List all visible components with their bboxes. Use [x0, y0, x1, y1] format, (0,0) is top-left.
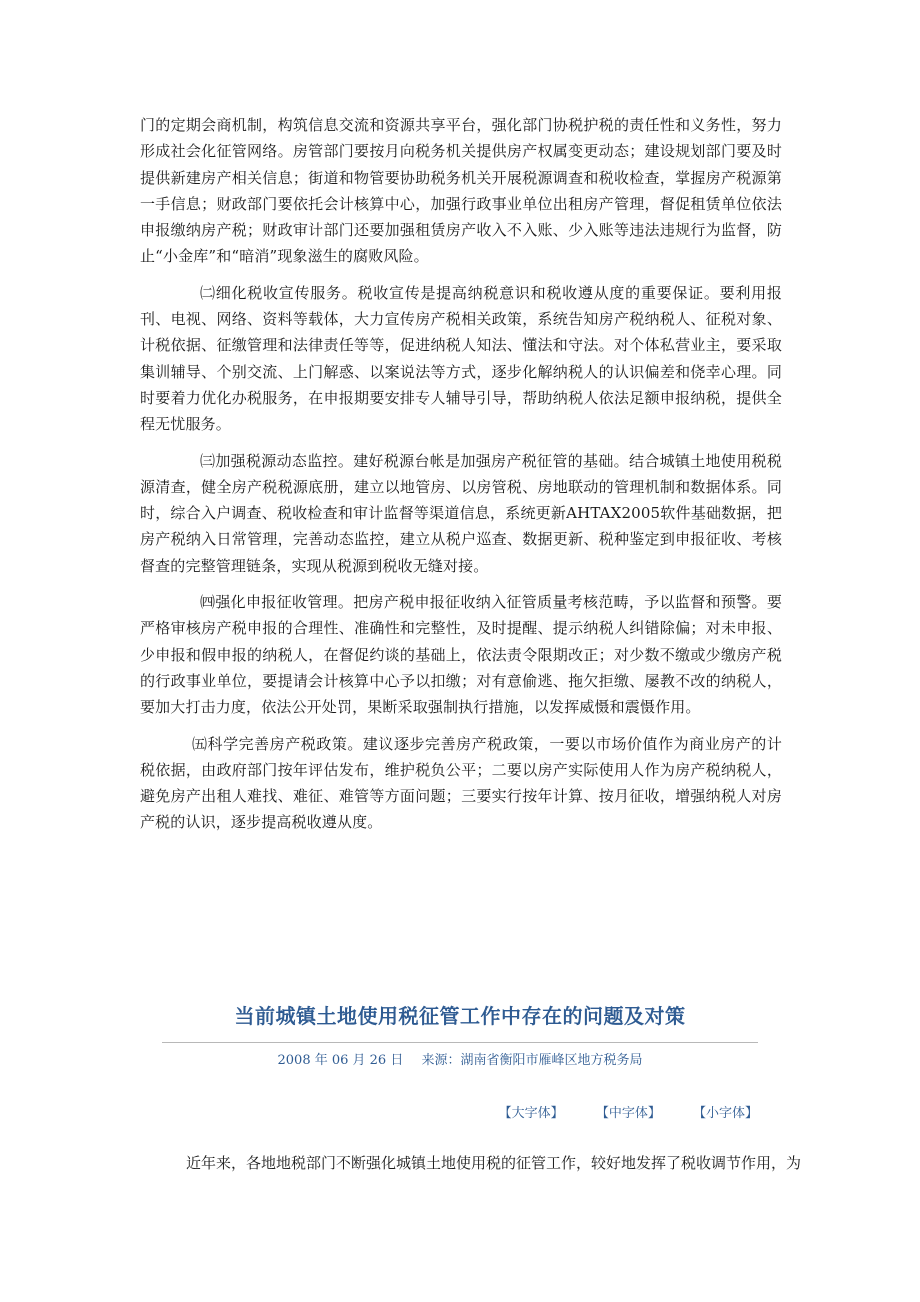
paragraph-continuation: 门的定期会商机制，构筑信息交流和资源共享平台，强化部门协税护税的责任性和义务性，努力形成社会化征管网络。房管部门要按月向税务机关提供房产权属变更动态；建设规划部门要及时提供新建房产相关信息；街道和物管要协助税务机关开展税源调查和税收检查，掌握房产税源第一手信息；财政部门要依托会计核算中心，加强行政事业单位出租房产管理，督促租赁单位依法申报缴纳房产税；财政审计部门还要加强租赁房产收入不入账、少入账等违法违规行为监督，防止“小金库”和“暗消”现象滋生的腐败风险。: [140, 116, 782, 266]
article-meta: [162, 1051, 758, 1071]
large-font-link[interactable]: 【大字体】: [498, 1106, 564, 1121]
article-source: 来源：湖南省衡阳市雁峰区地方税务局: [421, 1053, 643, 1068]
paragraph-tax-source-monitoring: ㈢加强税源动态监控。建好税源台帐是加强房产税征管的基础。结合城镇土地使用税税源清查，健全房产税税源底册，建立以地管房、以房管税、房地联动的管理机制和数据体系。同时，综合入户调查、税收检查和审计监督等渠道信息，系统更新AHTAX2005软件基础数据，把房产税纳入日常管理，完善动态监控，建立从税户巡查、数据更新、税种鉴定到申报征收、考核督查的完整管理链条，实现从税源到税收无缝对接。: [140, 451, 782, 575]
small-font-link[interactable]: 【小字体】: [692, 1106, 758, 1121]
article-date: 2008 年 06 月 26 日: [277, 1053, 404, 1068]
medium-font-link[interactable]: 【中字体】: [595, 1106, 661, 1121]
paragraph-declaration-collection: ㈣强化申报征收管理。把房产税申报征收纳入征管质量考核范畴，予以监督和预警。要严格审核房产税申报的合理性、准确性和完整性，及时提醒、提示纳税人纠错除偏；对未申报、少申报和假申报的纳税人，在督促约谈的基础上，依法责令限期改正；对少数不缴或少缴房产税的行政事业单位，要提请会计核算中心予以扣缴；对有意偷逃、拖欠拒缴、屡教不改的纳税人，要加大打击力度，依法公开处罚，果断采取强制执行措施，以发挥威慑和震慑作用。: [140, 593, 782, 717]
paragraph-tax-publicity: ㈡细化税收宣传服务。税收宣传是提高纳税意识和税收遵从度的重要保证。要利用报刊、电视、网络、资料等载体，大力宣传房产税相关政策，系统告知房产税纳税人、征税对象、计税依据、征缴管理和法律责任等等，促进纳税人知法、懂法和守法。对个体私营业主，要采取集训辅导、个别交流、上门解惑、以案说法等方式，逐步化解纳税人的认识偏差和侥幸心理。同时要着力优化办税服务，在申报期要安排专人辅导引导，帮助纳税人依法足额申报纳税，提供全程无忧服务。: [140, 283, 782, 434]
article-intro: 近年来，各地地税部门不断强化城镇土地使用税的征管工作，较好地发挥了税收调节作用，为: [186, 1154, 802, 1172]
title-divider: [162, 1042, 758, 1043]
document-body: [140, 112, 782, 846]
font-size-controls: [471, 1102, 758, 1121]
paragraph-tax-policy: ㈤科学完善房产税政策。建议逐步完善房产税政策，一要以市场价值作为商业房产的计税依据，由政府部门按年评估发布，维护税负公平；二要以房产实际使用人作为房产税纳税人，避免房产出租人难找、难征、难管等方面问题；三要实行按年计算、按月征收，增强纳税人对房产税的认识，逐步提高税收遵从度。: [140, 734, 782, 832]
article-header: [162, 1000, 758, 1071]
article-title: 当前城镇土地使用税征管工作中存在的问题及对策: [234, 1004, 686, 1028]
